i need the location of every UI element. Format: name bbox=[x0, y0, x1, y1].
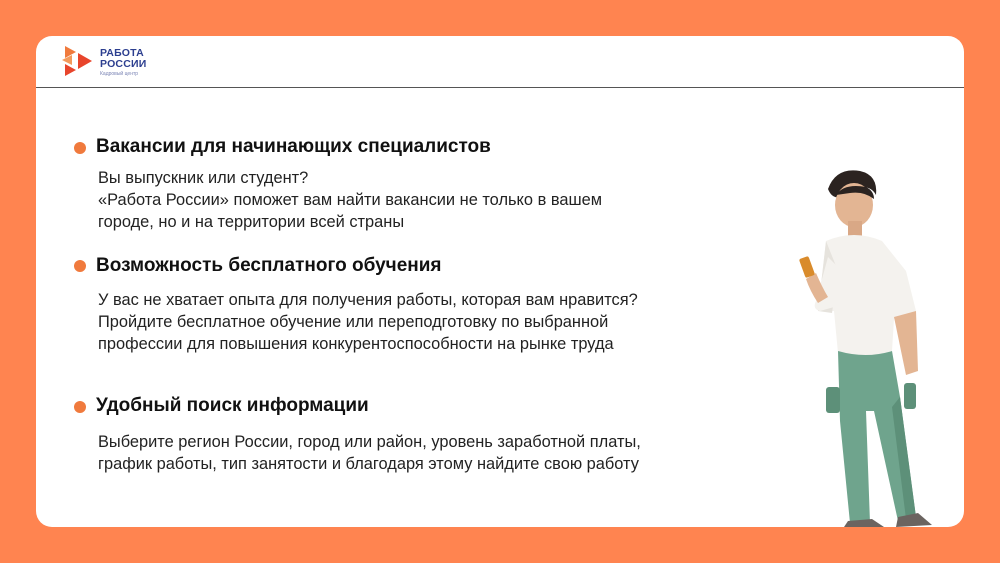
section-title: Вакансии для начинающих специалистов bbox=[96, 136, 491, 157]
bullet-icon bbox=[74, 401, 86, 413]
section-title: Возможность бесплатного обучения bbox=[96, 255, 442, 276]
logo-subtitle: Кадровый центр bbox=[100, 71, 139, 77]
logo-line1: РАБОТА bbox=[100, 47, 144, 59]
text-line: Вы выпускник или студент? bbox=[98, 169, 309, 187]
section-title: Удобный поиск информации bbox=[96, 395, 369, 416]
text-line: «Работа России» поможет вам найти вакансии не только в вашем bbox=[98, 191, 603, 209]
text-line: профессии для повышения конкурентоспособности на рынке труда bbox=[98, 335, 614, 353]
text-line: У вас не хватает опыта для получения работы, которая вам нравится? bbox=[98, 291, 638, 309]
text-line: городе, но и на территории всей страны bbox=[98, 213, 405, 231]
logo-text bbox=[100, 48, 147, 70]
header-divider bbox=[36, 87, 964, 88]
bullet-icon bbox=[74, 142, 86, 154]
logo-icon bbox=[62, 44, 96, 78]
section-text bbox=[98, 289, 638, 355]
content-card bbox=[36, 36, 964, 527]
man-with-phone-illustration bbox=[766, 161, 964, 527]
rabota-rossii-logo[interactable] bbox=[62, 44, 182, 80]
text-line: Выберите регион России, город или район, уровень заработной платы, bbox=[98, 433, 641, 451]
bullet-icon bbox=[74, 260, 86, 272]
text-line: Пройдите бесплатное обучение или переподготовку по выбранной bbox=[98, 313, 609, 331]
text-line: график работы, тип занятости и благодаря этому найдите свою работу bbox=[98, 455, 639, 473]
logo-line2: РОССИИ bbox=[100, 58, 147, 70]
section-text bbox=[98, 167, 602, 233]
section-text bbox=[98, 431, 641, 475]
